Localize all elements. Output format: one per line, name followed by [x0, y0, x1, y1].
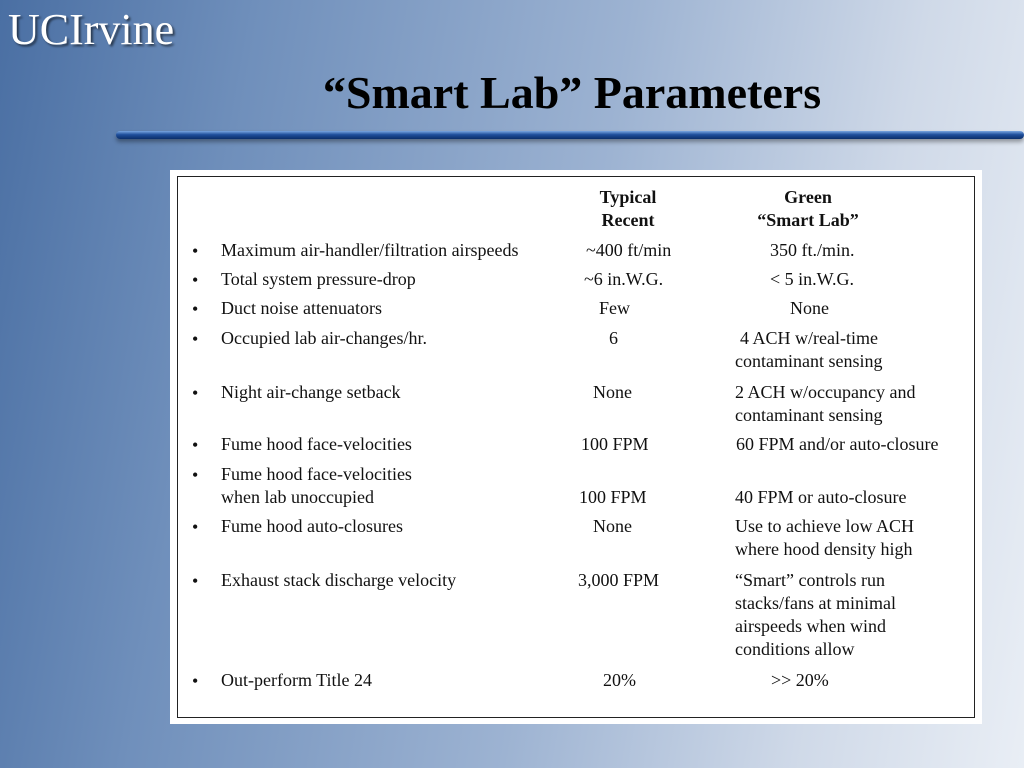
row-typical-value: Few [599, 298, 630, 318]
row-green-value-line3: airspeeds when wind [735, 616, 886, 636]
bullet-icon: • [192, 241, 199, 261]
parameters-table-panel [170, 170, 982, 724]
title-underline [116, 131, 1024, 139]
row-typical-value: 20% [603, 670, 636, 690]
row-green-value-line2: contaminant sensing [735, 351, 883, 371]
row-green-value: 4 ACH w/real-time [740, 328, 878, 348]
row-green-value-line4: conditions allow [735, 639, 855, 659]
row-typical-value: None [593, 516, 632, 536]
row-green-value-line2: stacks/fans at minimal [735, 593, 896, 613]
uci-logo: UCIrvine [8, 5, 175, 54]
row-green-value-line2: where hood density high [735, 539, 913, 559]
bullet-icon: • [192, 299, 199, 319]
row-parameter-line2: when lab unoccupied [221, 487, 374, 507]
header-green-line2: “Smart Lab” [757, 210, 859, 230]
row-green-value: 60 FPM and/or auto-closure [736, 434, 939, 454]
row-parameter: Maximum air-handler/filtration airspeeds [221, 240, 519, 260]
bullet-icon: • [192, 435, 199, 455]
row-parameter: Exhaust stack discharge velocity [221, 570, 457, 590]
row-parameter: Night air-change setback [221, 382, 401, 402]
bullet-icon: • [192, 270, 199, 290]
row-green-value: < 5 in.W.G. [770, 269, 854, 289]
row-parameter: Fume hood auto-closures [221, 516, 403, 536]
row-green-value: 350 ft./min. [770, 240, 855, 260]
bullet-icon: • [192, 671, 199, 691]
row-parameter: Duct noise attenuators [221, 298, 382, 318]
row-green-value: 40 FPM or auto-closure [735, 487, 907, 507]
row-green-value-line2: contaminant sensing [735, 405, 883, 425]
row-green-value: Use to achieve low ACH [735, 516, 914, 536]
row-parameter: Total system pressure-drop [221, 269, 416, 289]
bullet-icon: • [192, 465, 199, 485]
bullet-icon: • [192, 383, 199, 403]
row-green-value: >> 20% [771, 670, 829, 690]
bullet-icon: • [192, 571, 199, 591]
bullet-icon: • [192, 517, 199, 537]
row-typical-value: 6 [609, 328, 618, 348]
row-parameter: Out-perform Title 24 [221, 670, 372, 690]
row-parameter: Occupied lab air-changes/hr. [221, 328, 428, 348]
bullet-icon: • [192, 329, 199, 349]
row-green-value: None [790, 298, 829, 318]
row-parameter: Fume hood face-velocities [221, 464, 412, 484]
parameters-table [177, 176, 975, 718]
row-typical-value: ~400 ft/min [586, 240, 672, 260]
row-typical-value: 3,000 FPM [578, 570, 660, 590]
row-parameter: Fume hood face-velocities [221, 434, 412, 454]
row-typical-value: None [593, 382, 632, 402]
header-typical-line1: Typical [599, 187, 657, 207]
header-green-line1: Green [784, 187, 832, 207]
row-typical-value: ~6 in.W.G. [584, 269, 664, 289]
slide-title: “Smart Lab” Parameters [322, 67, 822, 118]
row-green-value: 2 ACH w/occupancy and [735, 382, 916, 402]
row-green-value: “Smart” controls run [735, 570, 885, 590]
row-typical-value: 100 FPM [579, 487, 647, 507]
row-typical-value: 100 FPM [581, 434, 649, 454]
header-typical-line2: Recent [601, 210, 655, 230]
